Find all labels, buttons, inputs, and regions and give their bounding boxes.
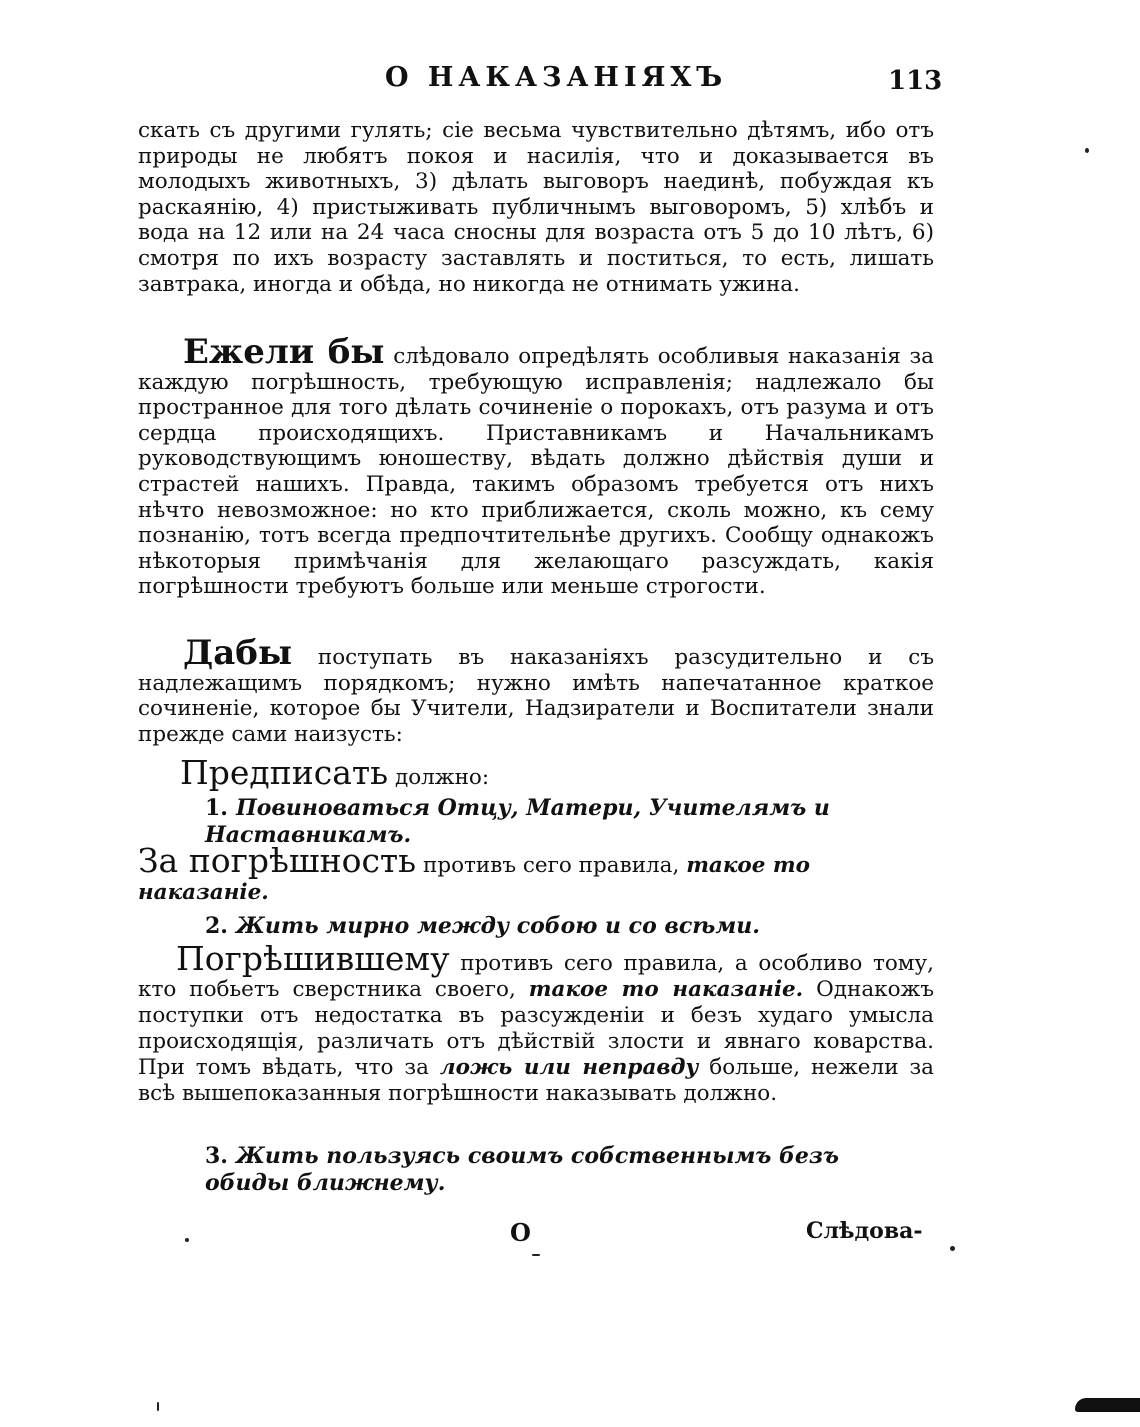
ink-speck bbox=[950, 1246, 955, 1251]
page-number: 113 bbox=[888, 66, 943, 96]
paragraph-text: поступать въ наказаніяхъ разсудительно и съ надлежащимъ порядкомъ; нужно имѣть напечатанное краткое сочиненіе, которое бы Учители, Надзиратели и Воспитатели знали прежде сами наизусть: bbox=[138, 645, 934, 747]
rule-number: 2. bbox=[205, 913, 228, 939]
penalty-statement-2 bbox=[138, 939, 935, 1107]
ink-speck bbox=[157, 1402, 159, 1411]
penalty-lead: Погрѣшившему bbox=[176, 939, 450, 978]
rule-text: Повиноваться Отцу, Матери, Учителямъ и Наставникамъ. bbox=[205, 795, 830, 848]
signature-mark: О bbox=[510, 1218, 531, 1247]
paragraph-text: скать съ другими гулять; сіе весьма чувствительно дѣтямъ, ибо отъ природы не любятъ покоя и насилія, что и доказывается въ молодыхъ животныхъ, 3) дѣлать выговоръ наединѣ, побуждая къ раскаянію, 4) пристыживать публичнымъ выговоромъ, 5) хлѣбъ и вода на 12 или на 24 часа сносны для возраста отъ 5 до 10 лѣтъ, 6) смотря по ихъ возрасту заставлять и поститься, то есть, лишать завтрака, иногда и обѣда, но никогда не отнимать ужина. bbox=[138, 118, 934, 297]
paragraph-lead-words: Ежели бы bbox=[183, 332, 385, 372]
rule-number: 1. bbox=[205, 795, 228, 821]
penalty-italic: такое то наказаніе. bbox=[138, 853, 811, 905]
page-edge-shadow bbox=[1075, 1398, 1140, 1412]
paragraph-daby bbox=[138, 633, 934, 747]
ink-speck bbox=[532, 1254, 540, 1256]
catchword: Слѣдова- bbox=[806, 1218, 923, 1244]
running-head: О НАКАЗАНІЯХЪ bbox=[385, 62, 728, 93]
penalty-text-end: больше, нежели за всѣ вышепоказанныя погрѣшности наказывать должно. bbox=[138, 1055, 935, 1106]
penalty-lead: За погрѣшность bbox=[138, 841, 417, 880]
ink-speck bbox=[1085, 148, 1089, 153]
penalty-statement-1 bbox=[138, 841, 934, 906]
penalty-italic: такое то наказаніе. bbox=[528, 977, 804, 1002]
paragraph-continuation bbox=[138, 118, 934, 297]
rule-text: Жить мирно между собою и со всѣми. bbox=[235, 913, 760, 939]
rule-number: 3. bbox=[205, 1143, 228, 1169]
rule-item-3 bbox=[205, 1143, 930, 1197]
paragraph-text: слѣдовало опредѣлять особливыя наказанія за каждую погрѣшность, требующую исправленія; надлежало бы пространное для того дѣлать сочиненіе о порокахъ, отъ разума и отъ сердца происходящихъ. Приставникамъ и Начальникамъ руководствующимъ юношеству, вѣдать должно дѣйствія души и страстей нашихъ. Правда, такимъ образомъ требуется отъ нихъ нѣчто невозможное: но кто приближается, сколь можно, къ сему познанію, тотъ всегда предпочтительнѣе другихъ. Сообщу однакожъ нѣкоторыя примѣчанія для желающаго разсуждать, какія погрѣшности требуютъ больше или меньше строгости. bbox=[138, 344, 935, 600]
ink-speck bbox=[185, 1238, 189, 1242]
paragraph-lead-words: Дабы bbox=[183, 633, 293, 673]
paragraph-ezheli bbox=[138, 332, 935, 600]
penalty-text-continued: Однакожъ поступки отъ недостатка въ разсужденіи и безъ худаго умысла происходящія, различать отъ дѣйствій злости и явнаго коварства. При томъ вѣдать, что за bbox=[138, 977, 934, 1080]
prescribe-text: должно: bbox=[388, 765, 490, 790]
prescribe-heading bbox=[180, 753, 490, 792]
prescribe-lead: Предписать bbox=[180, 753, 389, 792]
penalty-text: противъ сего правила, а особливо тому, кто побьетъ сверстника своего, bbox=[138, 951, 934, 1002]
rule-item-2 bbox=[205, 913, 930, 940]
penalty-text: противъ сего правила, bbox=[416, 853, 680, 878]
rule-text: Жить пользуясь своимъ собственнымъ безъ обиды ближнему. bbox=[205, 1143, 839, 1196]
penalty-italic-lie: ложь или неправду bbox=[439, 1055, 699, 1080]
